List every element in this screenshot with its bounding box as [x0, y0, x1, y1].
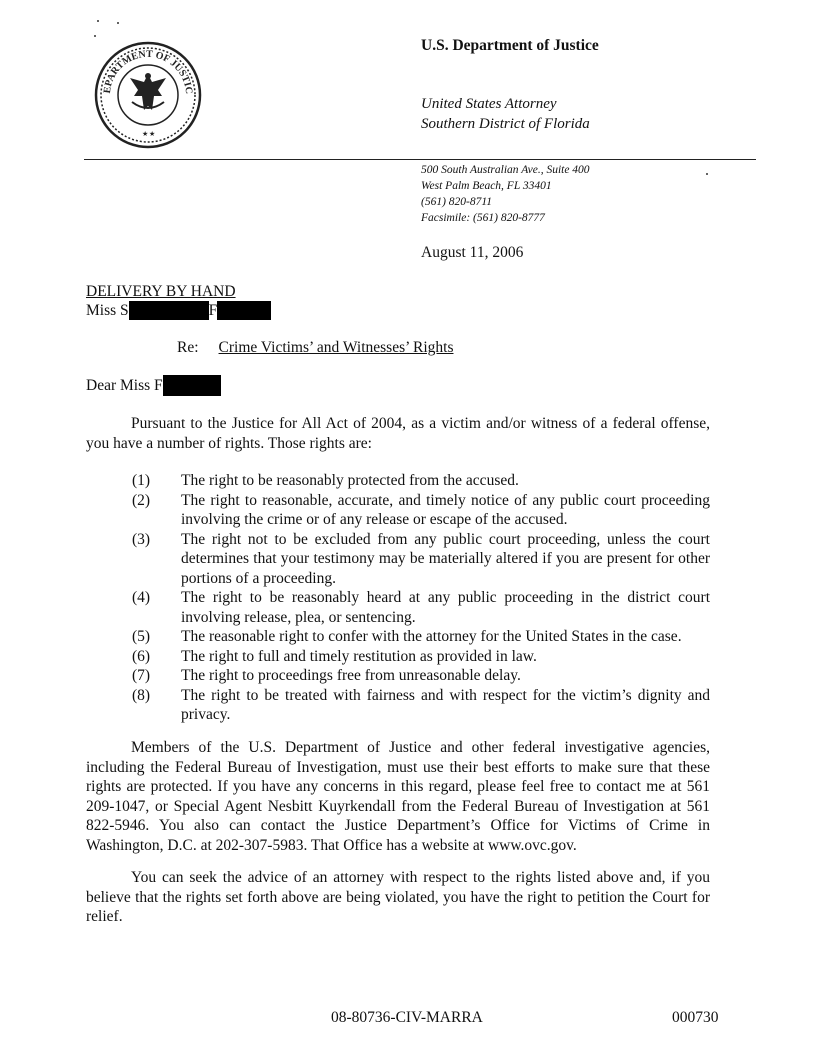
address-block: [421, 162, 590, 226]
redaction-bar: [217, 301, 271, 320]
phone-number: (561) 820-8711: [421, 196, 493, 208]
office-title: United States Attorney: [421, 96, 557, 112]
re-subject: Crime Victims’ and Witnesses’ Rights: [218, 339, 454, 356]
scan-speck: [706, 173, 708, 175]
salutation-text: Dear Miss F: [86, 376, 163, 394]
intro-paragraph: [86, 414, 710, 453]
delivery-method: DELIVERY BY HAND: [86, 283, 236, 300]
rights-text: The right not to be excluded from any public court proceeding, unless the court determines that your testimony may be materially altered if you are present for other portions of a proceeding.: [181, 530, 710, 587]
recipient-first: Miss S: [86, 301, 129, 319]
rights-text: The reasonable right to confer with the attorney for the United States in the case.: [181, 628, 682, 645]
paragraph-text: You can seek the advice of an attorney with respect to the rights listed above and, if you believe that the rights set forth above are being violated, you have the right to petition the Court for relief.: [86, 869, 710, 925]
scan-speck: [117, 22, 119, 24]
rights-text: The right to be reasonably heard at any public proceeding in the district court involving release, plea, or sentencing.: [181, 589, 710, 626]
rights-number: (4): [132, 589, 151, 606]
letter-date: August 11, 2006: [421, 244, 524, 261]
department-name: U.S. Department of Justice: [421, 37, 599, 54]
rights-item: [86, 471, 710, 491]
rights-text: The right to be treated with fairness and with respect for the victim’s dignity and privacy.: [181, 686, 710, 723]
address-city: West Palm Beach, FL 33401: [421, 180, 552, 192]
rights-item: [86, 647, 710, 667]
scan-speck: [97, 20, 99, 22]
fax-number: Facsimile: (561) 820-8777: [421, 212, 545, 224]
recipient-line: [86, 301, 271, 320]
rights-text: The right to full and timely restitution as provided in law.: [181, 647, 537, 665]
rights-number: (6): [132, 647, 151, 665]
scan-speck: [94, 35, 96, 37]
rights-number: (2): [132, 491, 151, 509]
svg-text:★: ★: [149, 130, 156, 138]
address-street: 500 South Australian Ave., Suite 400: [421, 164, 590, 176]
header-divider: [84, 159, 756, 160]
paragraph-text: Members of the U.S. Department of Justice and other federal investigative agencies, including the Federal Bureau of Investigation, must use their best efforts to make sure that these rights are protected. If you have any concerns in this regard, please feel free to contact me at 561 209-1047, or Special Agent Nesbitt Kuyrkendall from the Federal Bureau of Investigation at 561 822-5946. You also can contact the Justice Department’s Office for Victims of Crime in Washington, D.C. at 202-307-5983. That Office has a website at www.ovc.gov.: [86, 739, 710, 854]
office-district: Southern District of Florida: [421, 116, 590, 132]
recipient-last-initial: F: [208, 301, 218, 319]
case-number: 08-80736-CIV-MARRA: [331, 1009, 483, 1026]
rights-item: [86, 530, 710, 589]
re-line: [177, 339, 453, 357]
advice-paragraph: [86, 868, 710, 927]
paragraph-text: Pursuant to the Justice for All Act of 2004, as a victim and/or witness of a federal offense, you have a number of rights. Those rights are:: [86, 415, 710, 452]
office-block: [421, 94, 590, 134]
rights-number: (5): [132, 628, 151, 645]
svg-text:★: ★: [142, 130, 149, 138]
rights-item: [86, 666, 710, 686]
redaction-bar: [129, 301, 209, 320]
rights-item: [86, 491, 710, 530]
redaction-bar: [163, 375, 221, 396]
salutation: [86, 375, 221, 396]
rights-number: (8): [132, 686, 151, 704]
rights-text: The right to reasonable, accurate, and timely notice of any public court proceeding involving the crime or of any release or escape of the accused.: [181, 491, 710, 528]
rights-item: [86, 588, 710, 627]
rights-item: [86, 627, 710, 647]
seal-text: EPARTMENT OF JUSTIC: [101, 48, 195, 95]
rights-item: [86, 686, 710, 725]
rights-number: (7): [132, 667, 151, 684]
rights-number: (3): [132, 530, 151, 548]
re-label: Re:: [177, 339, 199, 356]
rights-text: The right to proceedings free from unreasonable delay.: [181, 667, 521, 684]
rights-text: The right to be reasonably protected from the accused.: [181, 472, 519, 489]
page-number: 000730: [672, 1009, 719, 1026]
contact-paragraph: [86, 738, 710, 855]
rights-list: [86, 471, 710, 725]
doj-seal-logo: [86, 40, 210, 150]
rights-number: (1): [132, 472, 151, 489]
